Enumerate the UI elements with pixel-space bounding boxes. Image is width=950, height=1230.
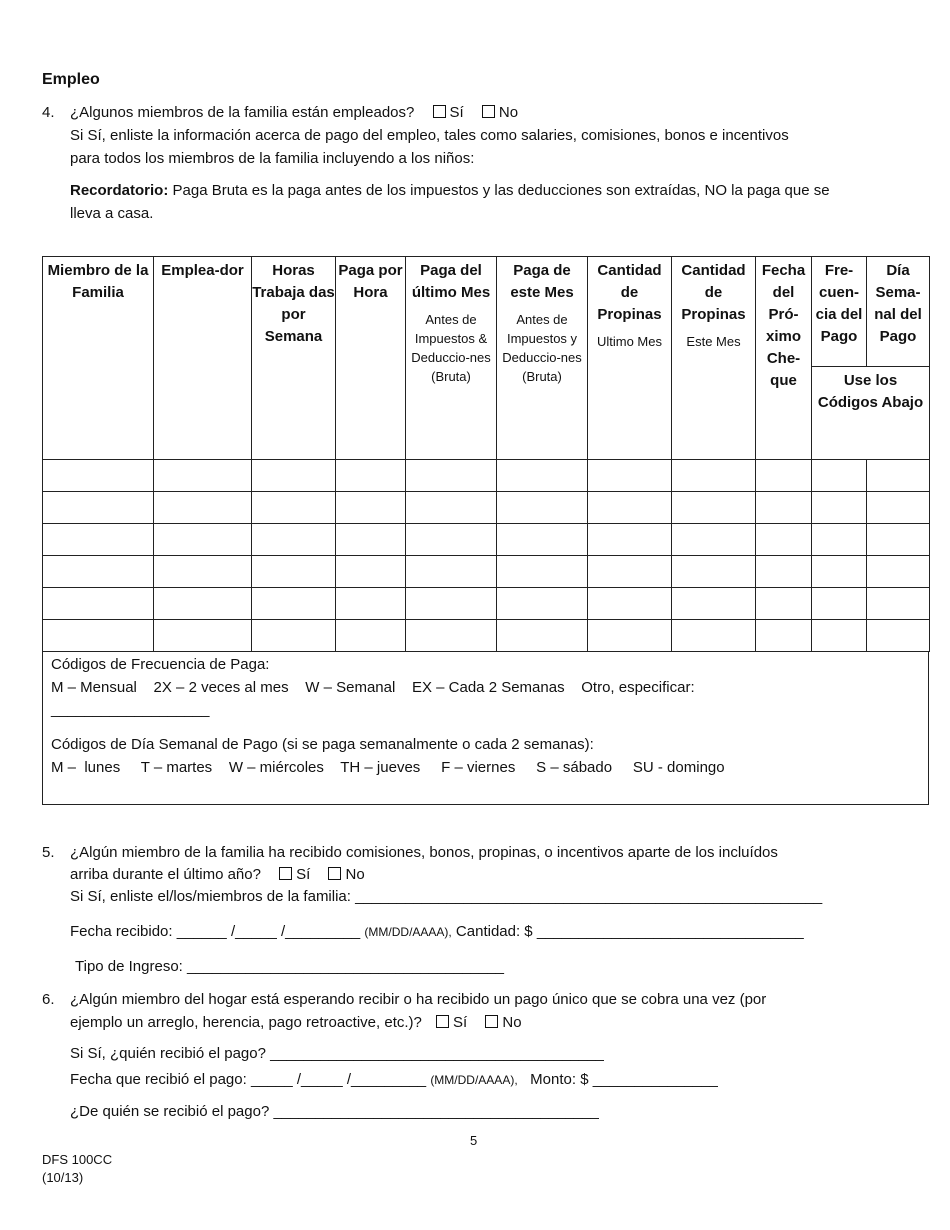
q5-line2: [70, 866, 365, 883]
q6-line1: ¿Algún miembro del hogar está esperando recibir o ha recibido un pago único que se cobra una vez (por: [70, 991, 767, 1008]
table-row: [43, 460, 930, 492]
q4-yes-checkbox[interactable]: [433, 105, 446, 118]
q6-no-label: No: [502, 1014, 522, 1031]
q6-who-field[interactable]: Si Sí, ¿quién recibió el pago? ________________________________________: [70, 1045, 604, 1062]
q6-line2: [70, 1014, 522, 1031]
header-tips-last: Cantidad de Propinas Ultimo Mes: [588, 257, 672, 460]
page-number: 5: [470, 1133, 478, 1148]
freq-other-blank[interactable]: ___________________: [51, 701, 210, 718]
q5-amount-field[interactable]: Cantidad: $ ________________________________: [451, 923, 804, 940]
q4-no-checkbox[interactable]: [482, 105, 495, 118]
q5-line1: ¿Algún miembro de la familia ha recibido comisiones, bonos, propinas, o incentivos aparte de los incluídos: [70, 844, 778, 861]
q6-yes-checkbox[interactable]: [436, 1015, 449, 1028]
table-row: [43, 556, 930, 588]
q6-from-whom-field[interactable]: ¿De quién se recibió el pago? _______________________________________: [70, 1103, 599, 1120]
q5-yes-checkbox[interactable]: [279, 867, 292, 880]
q5-income-type-field[interactable]: Tipo de Ingreso: ______________________________________: [75, 958, 505, 975]
table-row: [43, 620, 930, 652]
header-this-month: Paga de este Mes Antes de Impuestos y Deduccio-nes (Bruta): [497, 257, 588, 460]
header-employer: Emplea-dor: [154, 257, 252, 460]
q5-members-field[interactable]: Si Sí, enliste el/los/miembros de la familia: ________________________________________________________: [70, 888, 823, 905]
header-weekday: Día Sema-nal del Pago: [867, 257, 930, 367]
q6-date-field[interactable]: Fecha que recibió el pago: _____ /_____ /_________: [70, 1071, 427, 1088]
q4-line2: Si Sí, enliste la información acerca de pago del empleo, tales como salaries, comisiones, bonos e incentivos: [70, 127, 789, 144]
header-last-month: Paga del último Mes Antes de Impuestos & Deduccio-nes (Bruta): [406, 257, 497, 460]
q4-yes-label: Sí: [449, 104, 464, 121]
q6-question: ejemplo un arreglo, herencia, pago retroactive, etc.)?: [70, 1014, 422, 1031]
q4-no-label: No: [498, 104, 519, 121]
table-row: [43, 524, 930, 556]
reminder-text: Paga Bruta es la paga antes de los impuestos y las deducciones son extraídas, NO la paga que se: [168, 182, 830, 199]
header-member: Miembro de la Familia: [43, 257, 154, 460]
q6-no-checkbox[interactable]: [485, 1015, 498, 1028]
employment-table: [42, 256, 930, 652]
day-codes-line: M – lunes T – martes W – miércoles TH – jueves F – viernes S – sábado SU - domingo: [51, 759, 725, 776]
q6-date-line: [70, 1071, 718, 1088]
q5-date-field[interactable]: Fecha recibido: ______ /_____ /_________: [70, 923, 361, 940]
codes-box: [42, 652, 929, 805]
q5-no-label: No: [345, 866, 365, 883]
q4-number: 4.: [42, 104, 55, 121]
section-title: Empleo: [42, 71, 100, 88]
freq-codes-title: Códigos de Frecuencia de Paga:: [51, 656, 270, 673]
header-tips-this: Cantidad de Propinas Este Mes: [672, 257, 756, 460]
q5-date-line: [70, 923, 804, 940]
q4-reminder: [70, 182, 830, 199]
q5-yes-label: Sí: [296, 866, 311, 883]
header-frequency: Fre-cuen-cia del Pago: [812, 257, 867, 367]
header-use-codes: Use los Códigos Abajo: [812, 367, 930, 460]
q5-question: arriba durante el último año?: [70, 866, 261, 883]
q6-number: 6.: [42, 991, 55, 1008]
table-row: [43, 588, 930, 620]
q5-date-format: (MM/DD/AAAA),: [364, 925, 452, 939]
header-rate: Paga por Hora: [336, 257, 406, 460]
q4-question-line: [70, 104, 518, 121]
q6-yes-label: Sí: [453, 1014, 468, 1031]
q4-question: ¿Algunos miembros de la familia están empleados?: [70, 104, 415, 121]
reminder-label: Recordatorio:: [70, 182, 169, 199]
q6-date-format: (MM/DD/AAAA),: [430, 1073, 518, 1087]
q5-number: 5.: [42, 844, 55, 861]
form-date: (10/13): [42, 1170, 84, 1185]
day-codes-title: Códigos de Día Semanal de Pago (si se paga semanalmente o cada 2 semanas):: [51, 736, 594, 753]
q6-amount-field[interactable]: Monto: $ _______________: [530, 1071, 718, 1088]
q4-reminder-cont: lleva a casa.: [70, 205, 154, 222]
header-next-check: Fecha del Pró-ximo Che-que: [756, 257, 812, 460]
header-hours: Horas Trabaja das por Semana: [252, 257, 336, 460]
q4-line3: para todos los miembros de la familia incluyendo a los niños:: [70, 150, 475, 167]
q5-no-checkbox[interactable]: [328, 867, 341, 880]
table-row: [43, 492, 930, 524]
form-id: DFS 100CC: [42, 1152, 113, 1167]
freq-codes-line: M – Mensual 2X – 2 veces al mes W – Semanal EX – Cada 2 Semanas Otro, especificar:: [51, 679, 695, 696]
